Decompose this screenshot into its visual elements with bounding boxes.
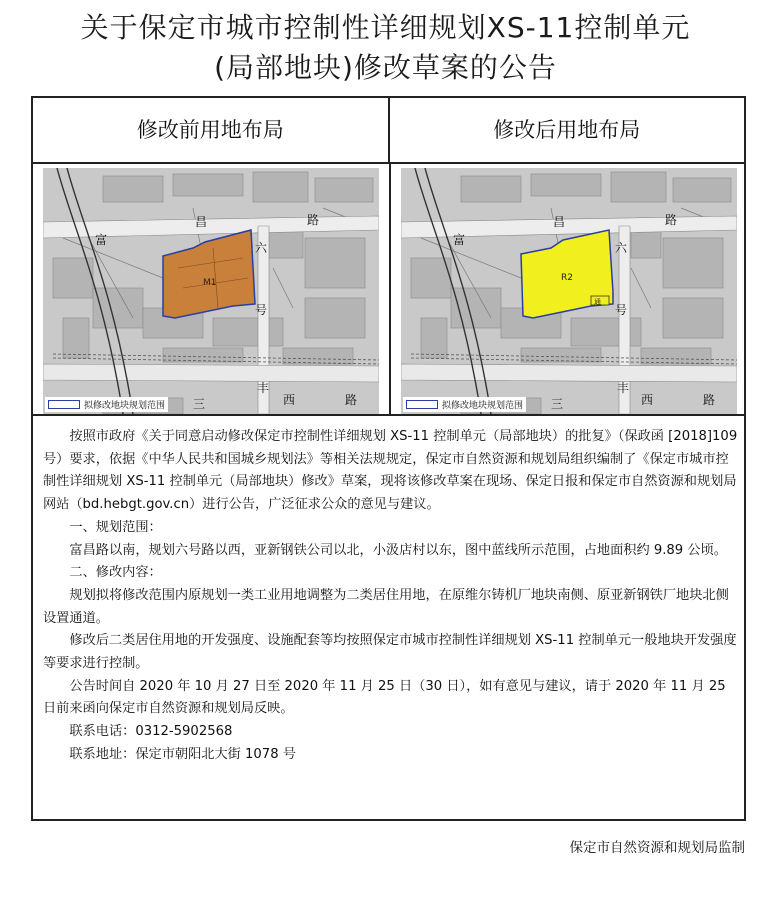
map-before <box>43 168 379 414</box>
road-after-liu: 六 <box>615 241 628 255</box>
title-line-1: 关于保定市城市控制性详细规划XS-11控制单元 <box>80 11 691 44</box>
body-para-5: 公告时间自 2020 年 10 月 27 日至 2020 年 11 月 25 日（30 日），如有意见与建议，请于 2020 年 11 月 25 日前来函向保定市自然资源和规划局反映。 <box>43 678 726 717</box>
contact-address: 联系地址：保定市朝阳北大街 1078 号 <box>69 746 296 762</box>
road-after-fu: 富 <box>453 233 466 247</box>
map-divider <box>389 162 391 414</box>
footer-supervisor: 保定市自然资源和规划局监制 <box>569 840 745 856</box>
road-before-hao: 号 <box>255 303 268 317</box>
road-after-chang: 昌 <box>553 215 566 229</box>
body-para-1: 按照市政府《关于同意启动修改保定市控制性详细规划 XS-11 控制单元（局部地块）的批复》（保政函 [2018]109 号）要求，依据《中华人民共和国城乡规划法》等相关法规规定，保定市自然资源和规划局组织编制了《保定市城市控制性详细规划 XS-11 控制单元（局部地块）修改》草案，现将该修改草案在现场、保定日报和保定市自然资源和规划局网站（bd.hebgt.gov.cn）进行公告，广泛征求公众的意见与建议。 <box>43 429 738 513</box>
notice-title <box>0 8 771 88</box>
notice-frame <box>31 96 746 821</box>
header-row <box>33 98 744 164</box>
road-after-hao: 号 <box>615 303 628 317</box>
parcel-label-after: R2 <box>561 273 573 283</box>
legend-text-after: 拟修改地块规划范围 <box>442 401 524 411</box>
road-before-liu: 六 <box>255 241 268 255</box>
road-before-lu: 路 <box>307 213 320 227</box>
road-before-san: 三 <box>193 397 206 411</box>
legend-text-before: 拟修改地块规划范围 <box>84 401 166 411</box>
road-after-xi: 西 <box>641 393 654 407</box>
road-before-lu2: 路 <box>345 393 358 407</box>
body-para-2: 富昌路以南，规划六号路以西，亚新钢铁公司以北，小汲店村以东，图中蓝线所示范围，占地面积约 9.89 公顷。 <box>69 542 727 558</box>
road-before-chang: 昌 <box>195 215 208 229</box>
map-before-svg <box>43 168 379 414</box>
road-after-lu2: 路 <box>703 393 716 407</box>
road-after-san: 三 <box>551 397 564 411</box>
passage-label: 通 <box>594 298 601 306</box>
notice-body <box>43 426 738 767</box>
header-before: 修改前用地布局 <box>33 98 390 162</box>
legend-swatch-after <box>406 400 438 409</box>
legend-before <box>45 397 168 412</box>
legend-after <box>403 397 526 412</box>
road-before-xi: 西 <box>283 393 296 407</box>
header-after: 修改后用地布局 <box>493 118 641 142</box>
road-before-fu: 富 <box>95 233 108 247</box>
parcel-label-before: M1 <box>203 278 217 288</box>
contact-phone: 联系电话：0312-5902568 <box>69 724 233 740</box>
body-para-4: 修改后二类居住用地的开发强度、设施配套等均按照保定市城市控制性详细规划 XS-11 控制单元一般地块开发强度等要求进行控制。 <box>43 633 737 672</box>
legend-swatch-before <box>48 400 80 409</box>
body-para-3: 规划拟将修改范围内原规划一类工业用地调整为二类居住用地，在原维尔铸机厂地块南侧、原亚新钢铁厂地块北侧设置通道。 <box>43 587 729 626</box>
road-after-feng: 丰 <box>617 381 630 395</box>
map-after <box>401 168 737 414</box>
road-before-feng: 丰 <box>257 381 270 395</box>
road-after-lu: 路 <box>665 213 678 227</box>
maps-row <box>33 162 744 416</box>
map-after-svg <box>401 168 737 414</box>
title-line-2: (局部地块)修改草案的公告 <box>214 51 557 84</box>
body-heading-1: 一、规划范围： <box>69 519 162 535</box>
body-heading-2: 二、修改内容： <box>69 565 162 581</box>
